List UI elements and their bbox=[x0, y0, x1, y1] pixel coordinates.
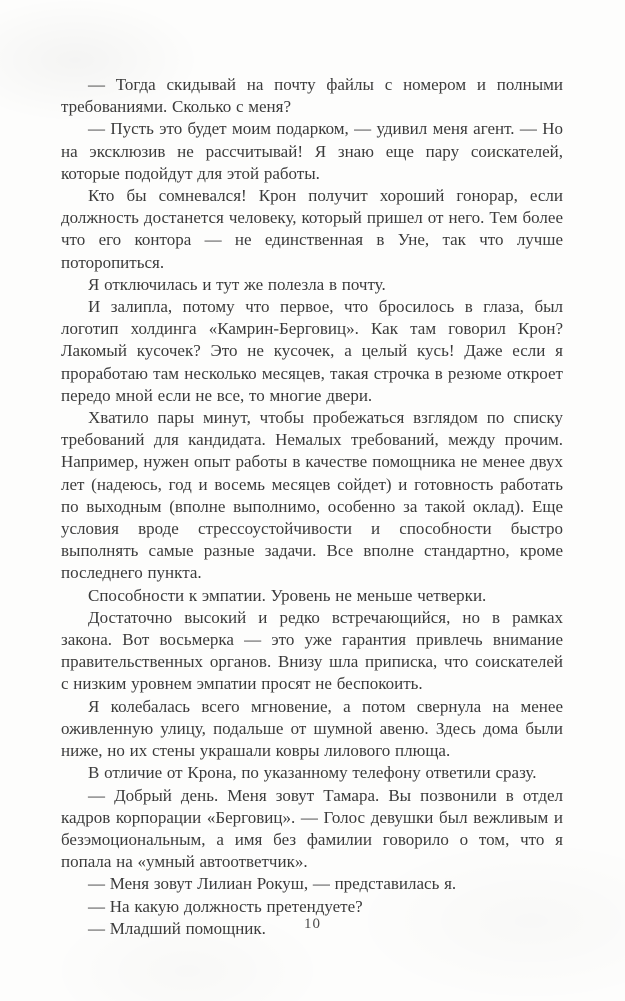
paragraph: Хватило пары минут, чтобы пробежаться взглядом по списку требований для кандидата. Немалых требований, между прочим. Например, нужен опыт работы в качестве помощника не менее двух лет (надеюсь, год и восемь месяцев сойдет) и готовность работать по выходным (вполне выполнимо, особенно за такой оклад). Еще условия вроде стрессоустойчивости и способности быстро выполнять самые разные задачи. Все вполне стандартно, кроме последнего пункта. bbox=[61, 408, 563, 583]
paragraph: Кто бы сомневался! Крон получит хороший гонорар, если должность достанется человеку, который пришел от него. Тем более что его контора — не единственная в Уне, так что лучше поторопиться. bbox=[61, 186, 563, 272]
paragraph: — Меня зовут Лилиан Рокуш, — представилась я. bbox=[88, 874, 457, 894]
paragraph: Способности к эмпатии. Уровень не меньше четверки. bbox=[88, 585, 487, 605]
paragraph: — Тогда скидывай на почту файлы с номером и полными требованиями. Сколько с меня? bbox=[61, 75, 563, 117]
paragraph: В отличие от Крона, по указанному телефону ответили сразу. bbox=[88, 763, 537, 783]
paragraph: И залипла, потому что первое, что бросилось в глаза, был логотип холдинга «Камрин-Берговиц». Как там говорил Крон? Лакомый кусочек? Это не кусочек, а целый кусь! Даже если я проработаю там несколько месяцев, такая строчка в резюме откроет передо мной если не все, то многие двери. bbox=[61, 297, 563, 405]
page-text-block bbox=[61, 74, 563, 940]
paragraph: — Добрый день. Меня зовут Тамара. Вы позвонили в отдел кадров корпорации «Берговиц». — Голос девушки был вежливым и безэмоциональным, а имя без фамилии говорило о том, что я попала на «умный автоответчик». bbox=[61, 785, 563, 872]
paragraph: — Младший помощник. bbox=[88, 918, 266, 938]
paragraph: Я колебалась всего мгновение, а потом свернула на менее оживленную улицу, подальше от шумной авеню. Здесь дома были ниже, но их стены украшали ковры лилового плюща. bbox=[61, 696, 563, 761]
paragraph: Достаточно высокий и редко встречающийся, но в рамках закона. Вот восьмерка — это уже гарантия привлечь внимание правительственных органов. Внизу шла приписка, что соискателей с низким уровнем эмпатии просят не беспокоить. bbox=[61, 607, 563, 694]
paragraph: Я отключилась и тут же полезла в почту. bbox=[88, 274, 386, 294]
paragraph: — Пусть это будет моим подарком, — удивил меня агент. — Но на эксклюзив не рассчитывай! Я знаю еще пару соискателей, которые подойдут для этой работы. bbox=[61, 119, 563, 183]
paragraph: — На какую должность претендуете? bbox=[88, 896, 363, 916]
page-number: 10 bbox=[304, 916, 321, 932]
